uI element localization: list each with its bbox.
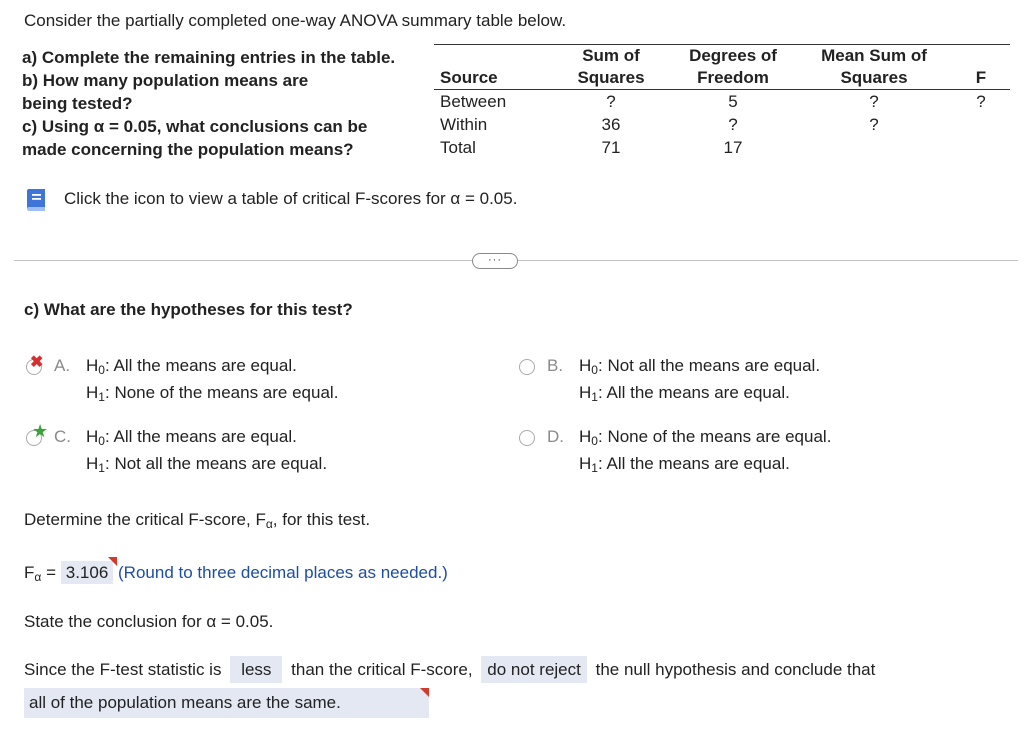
critical-table-link-text: Click the icon to view a table of critical F-scores for α = 0.05. [64, 189, 518, 208]
book-icon[interactable] [23, 188, 49, 212]
option-d-radio[interactable] [519, 430, 535, 446]
question-c-line1: c) Using α = 0.05, what conclusions can be [22, 117, 368, 136]
anova-header-row [434, 45, 1010, 90]
option-c-h1: $H_1$: Not all the means are equal. [86, 454, 328, 475]
flag-icon [108, 557, 117, 566]
option-c-h0: $H_0$: All the means are equal. [86, 427, 297, 448]
option-d-h1: $H_1$: All the means are equal. [579, 454, 790, 475]
option-b-radio[interactable] [519, 359, 535, 375]
option-a-h1: $H_1$: None of the means are equal. [86, 383, 339, 404]
comparison-dropdown[interactable]: less [230, 656, 282, 683]
option-b[interactable]: B. $H_0$: Not all the means are equal. $H_1$: All the means are equal. [517, 356, 977, 412]
flag-icon [420, 688, 429, 697]
option-b-h0: $H_0$: Not all the means are equal. [579, 356, 821, 377]
f-alpha-label: $F_\alpha$ [24, 563, 42, 584]
correct-star-icon: ★ [32, 421, 49, 441]
col-mean-squares: Mean Sum of Squares [796, 45, 952, 90]
table-row: Total 71 17 [440, 138, 743, 157]
question-c-line2: made concerning the population means? [22, 140, 354, 159]
option-d[interactable]: D. $H_0$: None of the means are equal. $H_1$: All the means are equal. [517, 427, 977, 483]
table-row: Between ? 5 ? ? [440, 92, 986, 111]
question-a: a) Complete the remaining entries in the table. [22, 48, 396, 67]
decision-dropdown[interactable]: do not reject [481, 656, 587, 683]
anova-table [434, 44, 1010, 159]
critical-score-answer[interactable]: 3.106 [61, 561, 114, 584]
option-a-h0: $H_0$: All the means are equal. [86, 356, 297, 377]
more-button[interactable]: ··· [472, 253, 518, 269]
option-b-h1: $H_1$: All the means are equal. [579, 383, 790, 404]
question-b-line2: being tested? [22, 94, 133, 113]
col-sum-squares: Sum of Squares [552, 45, 670, 90]
option-d-h0: $H_0$: None of the means are equal. [579, 427, 832, 448]
critical-score-line: $F_\alpha = 3.106$ (Round to three decimal places as needed.) [24, 563, 448, 584]
state-conclusion-prompt: State the conclusion for α = 0.05. [24, 612, 274, 631]
incorrect-x-icon: ✖ [30, 354, 44, 371]
table-row: Within 36 ? ? [440, 115, 879, 134]
question-b-line1: b) How many population means are [22, 71, 309, 90]
col-source: Source [434, 45, 552, 90]
conclusion-sentence: Since the F-test statistic is less than the critical F-score, do not reject the null hypothesis and conclude that [24, 660, 875, 680]
hypotheses-question: c) What are the hypotheses for this test? [24, 300, 353, 319]
critical-score-prompt: Determine the critical F-score, $F_\alpha$, for this test. [24, 510, 371, 531]
rounding-hint: (Round to three decimal places as needed.) [118, 563, 448, 582]
question-list [22, 46, 395, 161]
problem-intro: Consider the partially completed one-way ANOVA summary table below. [24, 11, 567, 30]
option-c[interactable]: ★ C. $H_0$: All the means are equal. $H_1$: Not all the means are equal. [24, 427, 484, 483]
option-a[interactable]: ✖ A. $H_0$: All the means are equal. $H_1$: None of the means are equal. [24, 356, 484, 412]
col-degrees-freedom: Degrees of Freedom [670, 45, 796, 90]
conclusion-dropdown[interactable]: all of the population means are the same. [24, 688, 429, 718]
col-f: F [952, 45, 1010, 90]
